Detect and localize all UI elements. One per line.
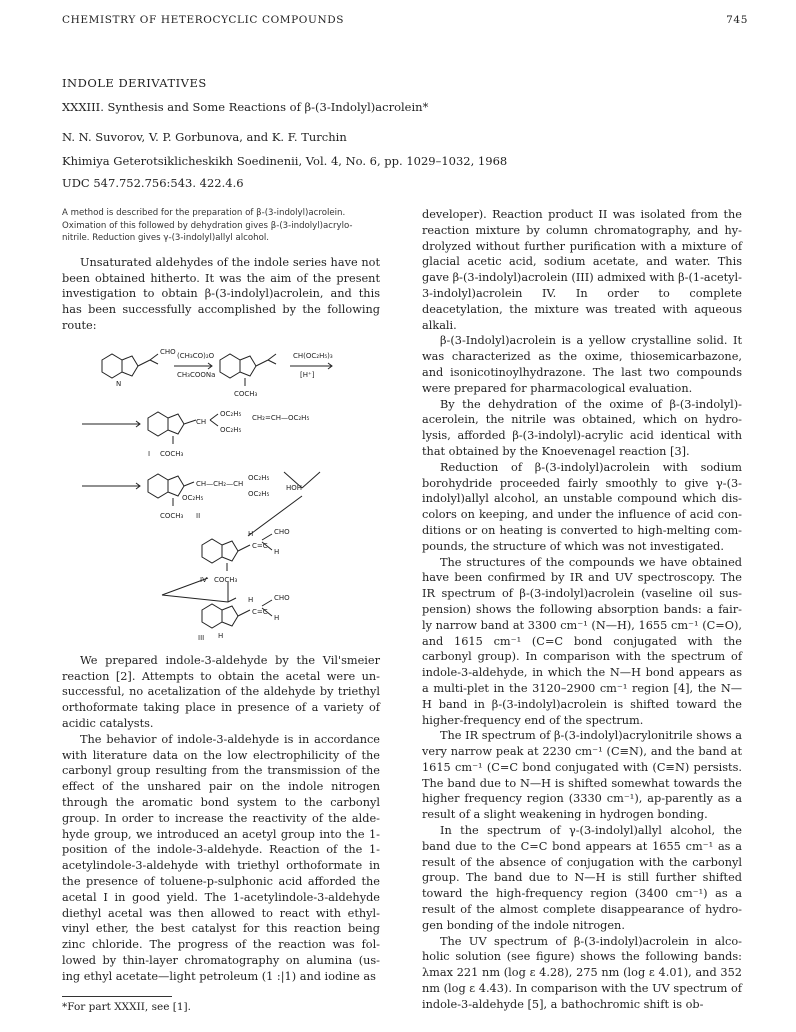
oc2h5-label: OC₂H₅ — [220, 425, 242, 434]
compound-iii-label: III — [198, 633, 205, 642]
h-label: H — [248, 595, 254, 604]
coch3-label: COCH₃ — [214, 575, 238, 584]
reagent1a-label: (CH₃CO)₂O — [177, 351, 215, 360]
paragraph: The IR spectrum of β-(3-indolyl)acrylonitrile shows a very narrow peak at 2230 cm⁻¹ (C≡N), and the band at 1615 cm⁻¹ (C=C bond conjugated with (C≡N) persists. The band due to N—H is shifted somewhat towards the higher frequency region (3330 cm⁻¹), ap-parently as a result of a slight weakening in hydrogen bonding. — [422, 729, 742, 822]
footnote — [62, 996, 380, 1013]
oc2h5-label: OC₂H₅ — [248, 489, 270, 498]
paragraph: developer). Reaction product II was isolated from the reaction mixture by column chromatography, and hy-drolyzed without further purification with a mixture of glacial acetic acid, sodium acetate, and water. This gave β-(3-indolyl)acrolein (III) admixed with β-(1-acetyl-3-indolyl)acrolein IV. In order to complete deacetylation, the mixture was treated with aqueous alkali. — [422, 208, 742, 332]
hoh-label: HOH — [286, 483, 303, 492]
citation: Khimiya Geterotsiklicheskikh Soedinenii, Vol. 4, No. 6, pp. 1029–1032, 1968 — [62, 154, 508, 168]
compound-iv-label: IV — [200, 575, 207, 584]
n-label: N — [116, 379, 122, 388]
reagent2a-label: CH(OC₂H₅)₃ — [293, 351, 333, 360]
paragraph: We prepared indole-3-aldehyde by the Vil'smeier reaction [2]. Attempts to obtain the acetal were un-successful, no acetalization of the aldehyde by triethyl orthoformate taking place in presence of a variety of acidic catalysts. — [62, 653, 380, 730]
coch3-label: COCH₃ — [234, 389, 258, 398]
reagent2b-label: [H⁺] — [300, 370, 315, 379]
abstract: A method is described for the preparation of β-(3-indolyl)acrolein. Oximation of this followed by dehydration gives β-(3-indolyl)acrylo-nitrile. Reduction gives γ-(3-indolyl)allyl alcohol. — [62, 208, 353, 244]
oc2h5-label: OC₂H₅ — [248, 473, 270, 482]
page-number: 745 — [726, 14, 748, 26]
h-label: H — [248, 529, 254, 538]
paragraph: In the spectrum of γ-(3-indolyl)allyl alcohol, the band due to the C=C bond appears at 1655 cm⁻¹ as a result of the absence of conjugation with the carbonyl group. The band due to N—H is still further shifted toward the high-frequency region (3400 cm⁻¹) as a result of the almost complete disappearance of hydro-gen bonding of the indole nitrogen. — [422, 824, 742, 932]
paragraph: β-(3-Indolyl)acrolein is a yellow crystalline solid. It was characterized as the oxime, thiosemicarbazone, and isonicotinoylhydrazone. The last two compounds were prepared for pharmacological evaluation. — [422, 334, 742, 395]
cho-label: CHO — [274, 593, 290, 602]
paragraph: Unsaturated aldehydes of the indole series have not been obtained hitherto. It was the aim of the present investigation to obtain β-(3-indolyl)acrolein, and this has been successfully accomplished by the following route: — [62, 255, 380, 332]
paragraph: The structures of the compounds we have obtained have been confirmed by IR and UV spectroscopy. The IR spectrum of β-(3-indolyl)acrolein (vaseline oil sus-pension) shows the following absorption bands: a fair-ly narrow band at 3300 cm⁻¹ (N—H), 1655 cm⁻¹ (C=O), and 1615 cm⁻¹ (C=C bond conjugated with the carbonyl group). In comparison with the spectrum of indole-3-aldehyde, in which the N—H bond appears as a multi-plet in the 3120–2900 cm⁻¹ region [4], the N—H band in β-(3-indolyl)acrolein is shifted toward the higher-frequency end of the spectrum. — [422, 555, 742, 727]
right-column — [422, 207, 742, 1013]
article-title: XXXIII. Synthesis and Some Reactions of β-(3-Indolyl)acrolein* — [62, 100, 429, 114]
cho-label: CHO — [274, 527, 290, 536]
paragraph: The behavior of indole-3-aldehyde is in accordance with literature data on the low electrophilicity of the carbonyl group resulting from the transmission of the effect of the unshared pair on the indole nitrogen through the aromatic bond system to the carbonyl group. In order to increase the reactivity of the alde-hyde group, we introduced an acetyl group into the 1-position of the indole-3-aldehyde. Reaction of the 1-acetylindole-3-aldehyde with triethyl orthoformate in the presence of toluene-p-sulphonic acid afforded the acetal I in good yield. The 1-acetylindole-3-aldehyde diethyl acetal was then allowed to react with ethyl-vinyl ether, the best catalyst for this reaction being zinc chloride. The progress of the reaction was fol-lowed by thin-layer chromatography on alumina (us-ing ethyl acetate—light petroleum (1 :|1) and iodine as — [62, 732, 380, 983]
paragraph: The UV spectrum of β-(3-indolyl)acrolein in alco-holic solution (see figure) shows the following bands: λmax 221 nm (log ε 4.28), 275 nm (log ε 4.01), and 352 nm (log ε 4.43). In comparison with the UV spectrum of indole-3-aldehyde [5], a bathochromic shift is ob- — [422, 934, 742, 1011]
h-label: H — [274, 547, 280, 556]
vinyl-ether-label: CH₂=CH—OC₂H₅ — [252, 413, 310, 422]
journal-name: CHEMISTRY OF HETEROCYCLIC COMPOUNDS — [62, 14, 345, 26]
footnote-text: *For part XXXII, see [1]. — [62, 1001, 191, 1013]
udc-code: UDC 547.752.756:543. 422.4.6 — [62, 176, 244, 190]
oc2h5-label: OC₂H₅ — [182, 493, 204, 502]
reaction-scheme-svg — [62, 340, 380, 645]
h-label: H — [218, 631, 224, 640]
section-title: INDOLE DERIVATIVES — [62, 76, 207, 90]
h-label: H — [274, 613, 280, 622]
coch3-label: COCH₃ — [160, 511, 184, 520]
paragraph: Reduction of β-(3-indolyl)acrolein with sodium borohydride proceeded fairly smoothly to give γ-(3-indolyl)allyl alcohol, an unstable compound which dis-colors on keeping, and under the influence of acid con-ditions or on heating is converted to high-melting com-pounds, the structure of which was not investigated. — [422, 460, 742, 553]
coch3-label: COCH₃ — [160, 449, 184, 458]
reagent1b-label: CH₃COONa — [177, 370, 216, 379]
footnote-rule — [62, 996, 172, 997]
cho-label: CHO — [160, 347, 176, 356]
compound-ii-label: II — [196, 511, 201, 520]
ch-label: CH — [196, 417, 207, 426]
compound-i-label: I — [148, 449, 151, 458]
c-eq-c-label: C=C — [252, 541, 268, 550]
reaction-scheme — [62, 340, 380, 645]
chain-ii-label: CH—CH₂—CH — [196, 479, 244, 488]
front-matter — [62, 76, 752, 190]
running-header — [62, 14, 748, 30]
authors: N. N. Suvorov, V. P. Gorbunova, and K. F. Turchin — [62, 130, 347, 144]
left-column — [62, 207, 380, 985]
paragraph: By the dehydration of the oxime of β-(3-indolyl)-acerolein, the nitrile was obtained, which on hydro-lysis, afforded β-(3-indolyl)-acrylic acid identical with that obtained by the Knoevenagel reaction [3]. — [422, 397, 742, 458]
oc2h5-label: OC₂H₅ — [220, 409, 242, 418]
c-eq-c-label: C=C — [252, 607, 268, 616]
